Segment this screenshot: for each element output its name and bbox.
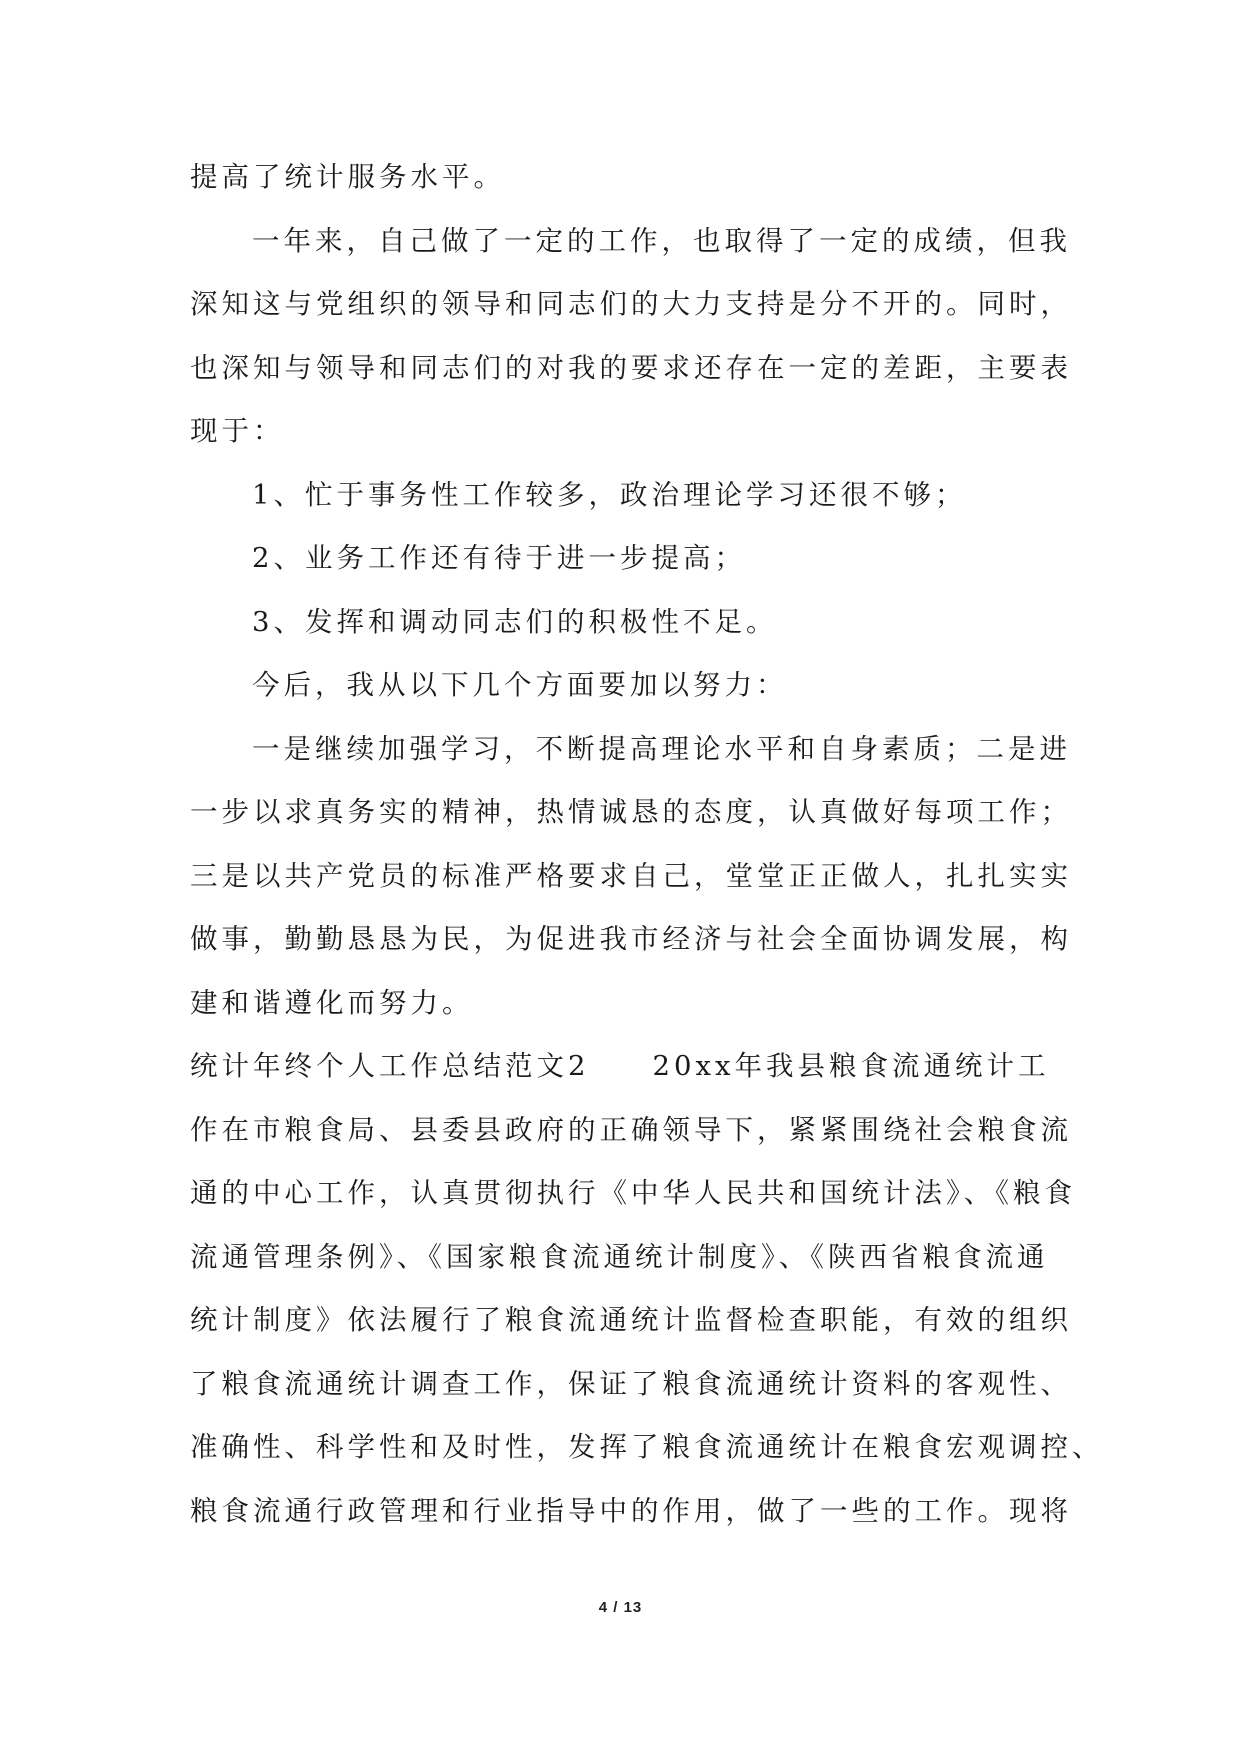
text-line: 1、忙于事务性工作较多，政治理论学习还很不够； (252, 478, 967, 511)
text-line: 提高了统计服务水平。 (190, 161, 505, 193)
text-line: 作在市粮食局、县委县政府的正确领导下，紧紧围绕社会粮食流 (190, 1113, 1072, 1146)
text-line: 深知这与党组织的领导和同志们的大力支持是分不开的。同时， (190, 288, 1072, 320)
text-line: 一步以求真务实的精神，热情诚恳的态度，认真做好每项工作； (190, 796, 1072, 828)
text-line: 3、发挥和调动同志们的积极性不足。 (252, 605, 778, 638)
text-line: 统计制度》依法履行了粮食流通统计监督检查职能，有效的组织 (190, 1304, 1072, 1336)
text-line: 一年来，自己做了一定的工作，也取得了一定的成绩，但我 (252, 224, 1071, 257)
text-line: 一是继续加强学习，不断提高理论水平和自身素质；二是进 (252, 732, 1071, 765)
text-line: 了粮食流通统计调查工作，保证了粮食流通统计资料的客观性、 (190, 1367, 1072, 1400)
text-line: 今后，我从以下几个方面要加以努力： (252, 669, 788, 701)
text-line: 三是以共产党员的标准严格要求自己，堂堂正正做人，扎扎实实 (190, 859, 1072, 892)
text-line: 流通管理条例》、《国家粮食流通统计制度》、《陕西省粮食流通 (190, 1240, 1049, 1273)
text-line: 现于： (190, 415, 285, 447)
text-line: 建和谐遵化而努力。 (190, 986, 474, 1019)
text-line: 2、业务工作还有待于进一步提高； (252, 542, 746, 574)
text-line: 统计年终个人工作总结范文2 20xx年我县粮食流通统计工 (190, 1050, 1050, 1082)
text-line: 也深知与领导和同志们的对我的要求还存在一定的差距，主要表 (190, 351, 1072, 384)
document-body (190, 150, 1104, 1547)
text-line: 粮食流通行政管理和行业指导中的作用，做了一些的工作。现将 (190, 1494, 1072, 1527)
text-line: 通的中心工作，认真贯彻执行《中华人民共和国统计法》、《粮食 (190, 1177, 1076, 1209)
text-line: 准确性、科学性和及时性，发挥了粮食流通统计在粮食宏观调控、 (190, 1431, 1104, 1463)
page-number: 4 / 13 (598, 1599, 643, 1616)
text-line: 做事，勤勤恳恳为民，为促进我市经济与社会全面协调发展，构 (190, 923, 1072, 955)
